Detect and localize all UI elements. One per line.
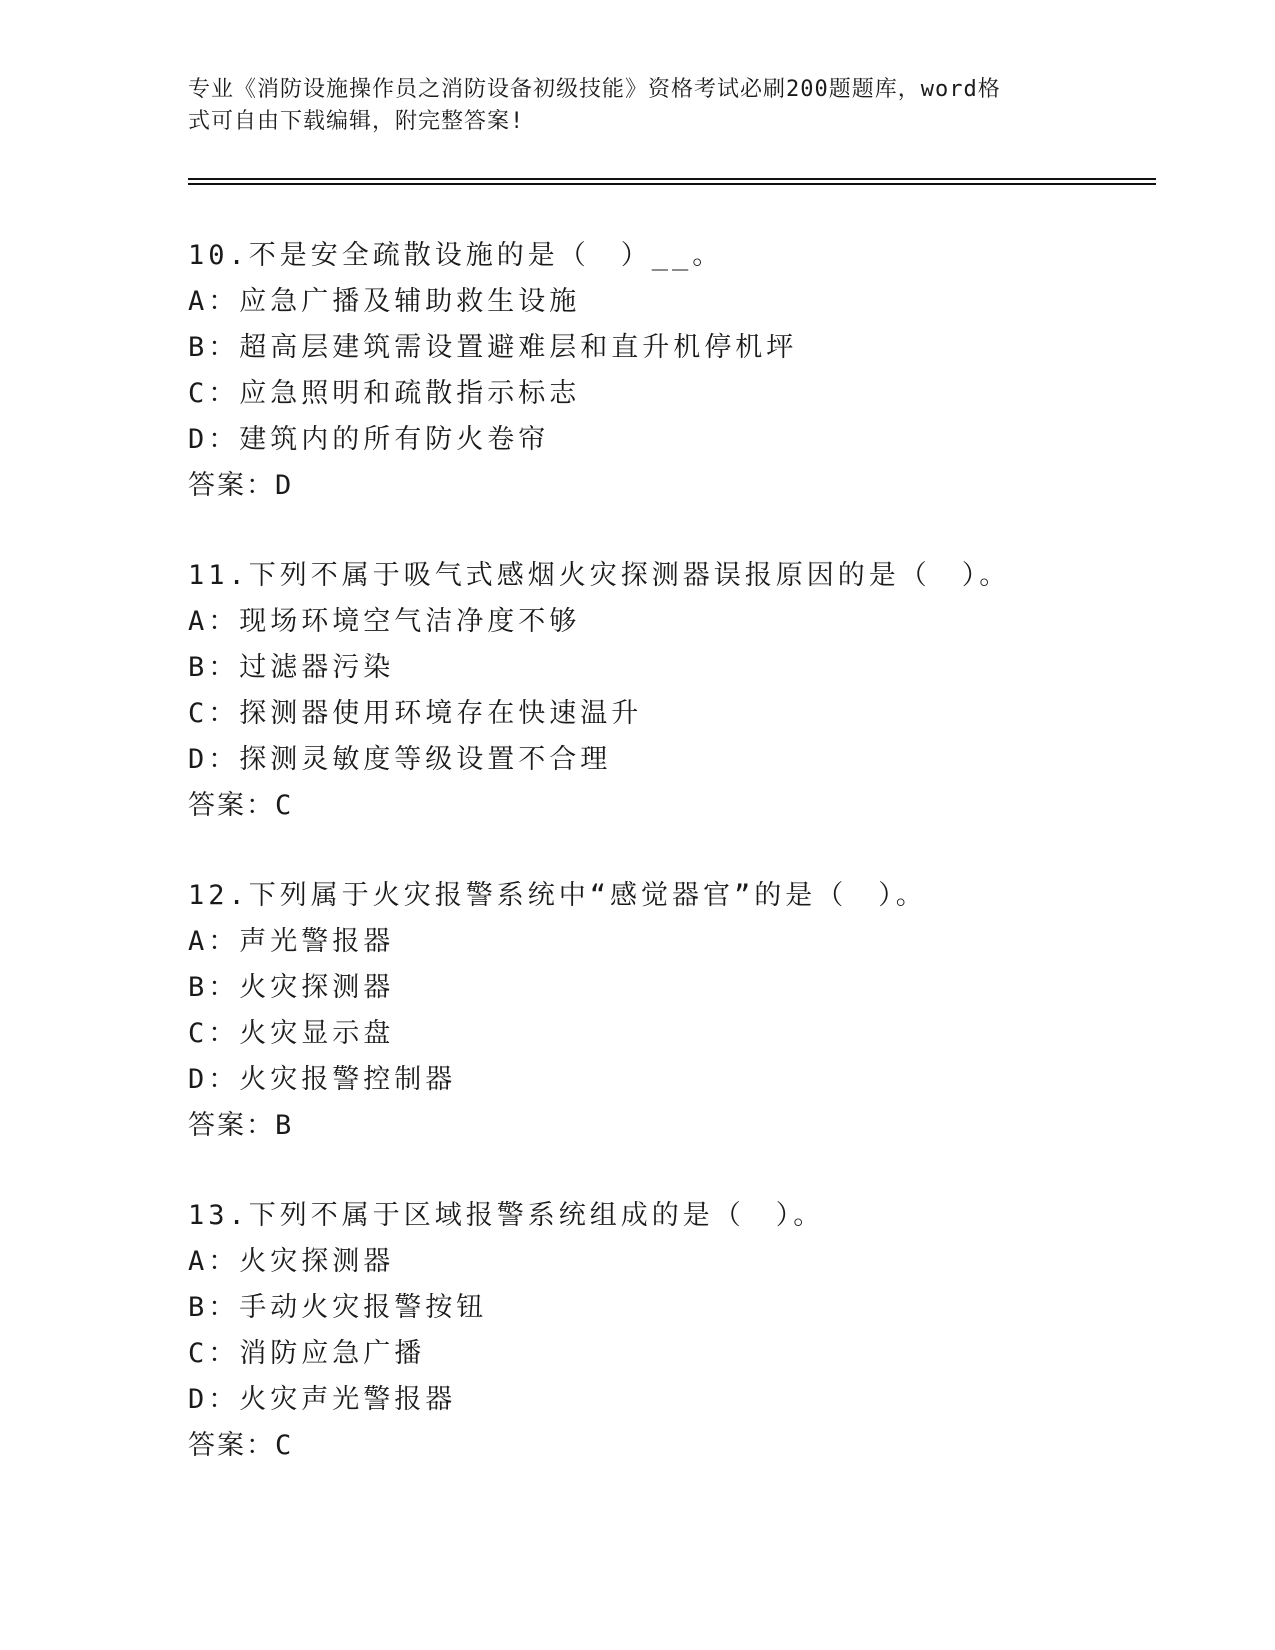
answer-label: 答案：	[188, 1430, 275, 1461]
question-stem: 11.下列不属于吸气式感烟火灾探测器误报原因的是（ ）。	[188, 560, 1011, 591]
option-a: A：声光警报器	[188, 926, 395, 957]
header-divider-top	[188, 178, 1156, 180]
option-c: C：火灾显示盘	[188, 1018, 395, 1049]
question-stem: 10.不是安全疏散设施的是（ ）__。	[188, 240, 724, 271]
answer-value: D	[275, 470, 294, 501]
question-10	[188, 233, 1168, 509]
question-13	[188, 1193, 1168, 1469]
header-divider-bottom	[188, 183, 1156, 185]
option-c: C：消防应急广播	[188, 1338, 426, 1369]
header-line-1: 专业《消防设施操作员之消防设备初级技能》资格考试必刷200题题库，word格	[188, 77, 1001, 102]
question-stem: 12.下列属于火灾报警系统中“感觉器官”的是（ ）。	[188, 880, 927, 911]
option-b: B：超高层建筑需设置避难层和直升机停机坪	[188, 332, 798, 363]
answer-line	[188, 1423, 1168, 1469]
option-c: C：探测器使用环境存在快速温升	[188, 698, 643, 729]
option-d: D：火灾报警控制器	[188, 1064, 457, 1095]
option-d: D：建筑内的所有防火卷帘	[188, 424, 550, 455]
question-12	[188, 873, 1168, 1149]
answer-value: B	[275, 1110, 294, 1141]
question-stem: 13.下列不属于区域报警系统组成的是（ ）。	[188, 1200, 825, 1231]
option-b: B：手动火灾报警按钮	[188, 1292, 488, 1323]
option-b: B：过滤器污染	[188, 652, 395, 683]
answer-label: 答案：	[188, 470, 275, 501]
answer-label: 答案：	[188, 790, 275, 821]
answer-value: C	[275, 1430, 294, 1461]
option-a: A：火灾探测器	[188, 1246, 395, 1277]
answer-line	[188, 1103, 1168, 1149]
question-11	[188, 553, 1168, 829]
option-a: A：应急广播及辅助救生设施	[188, 286, 581, 317]
document-header	[188, 74, 1088, 138]
option-d: D：探测灵敏度等级设置不合理	[188, 744, 612, 775]
option-c: C：应急照明和疏散指示标志	[188, 378, 581, 409]
option-b: B：火灾探测器	[188, 972, 395, 1003]
option-d: D：火灾声光警报器	[188, 1384, 457, 1415]
answer-line	[188, 463, 1168, 509]
option-a: A：现场环境空气洁净度不够	[188, 606, 581, 637]
answer-line	[188, 783, 1168, 829]
header-line-2: 式可自由下载编辑，附完整答案!	[188, 109, 525, 134]
answer-label: 答案：	[188, 1110, 275, 1141]
answer-value: C	[275, 790, 294, 821]
